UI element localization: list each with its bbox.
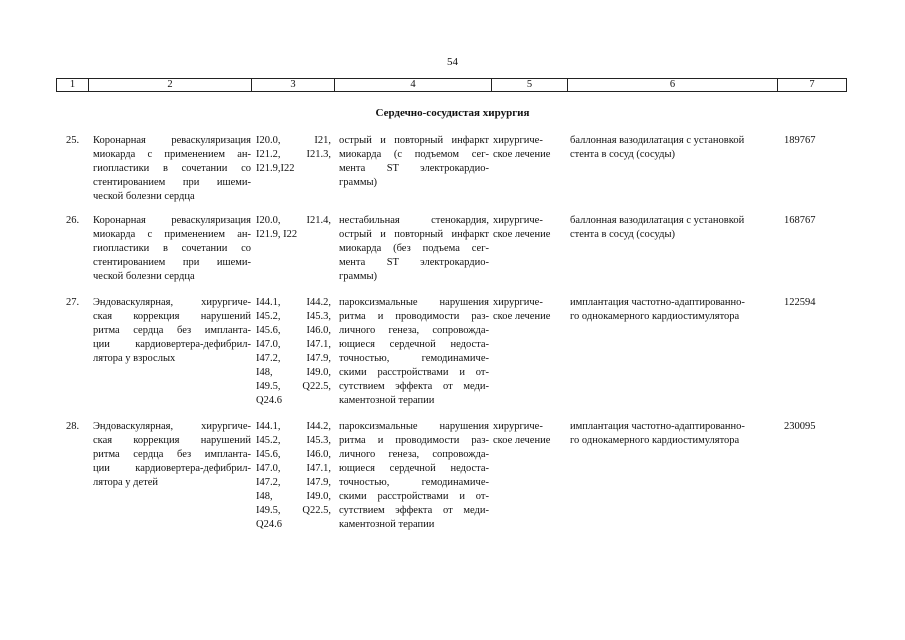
- treatment-method-line: имплантация частотно-адаптированно-: [570, 421, 745, 432]
- icd-code: I45.2,: [256, 435, 281, 446]
- icd-code-line: [256, 214, 331, 228]
- procedure-name-line: ческой болезни сердца: [93, 271, 195, 282]
- patient-model-line: нестабильная стенокардия,: [339, 215, 489, 226]
- page-number: 54: [447, 56, 458, 68]
- icd-code: I44.2,: [306, 297, 331, 308]
- treatment-type-line: ское лечение: [493, 149, 551, 160]
- icd-code-line: [256, 434, 331, 448]
- treatment-method: [570, 420, 775, 448]
- icd-code-line: [256, 420, 331, 434]
- patient-model-line: острый и повторный инфаркт: [339, 135, 489, 146]
- treatment-type: [493, 420, 565, 448]
- icd-code: I44.2,: [306, 421, 331, 432]
- icd-code: I46.0,: [306, 325, 331, 336]
- icd-code: I45.3,: [306, 311, 331, 322]
- icd-codes: [256, 214, 331, 242]
- icd-code-line: [256, 324, 331, 338]
- icd-code: I47.2,: [256, 477, 281, 488]
- patient-model-line: мента ST электрокардио-: [339, 257, 489, 268]
- patient-model-line: сутствием эффекта от меди-: [339, 381, 489, 392]
- patient-model: [339, 296, 489, 408]
- icd-code: I21.3,: [306, 149, 331, 160]
- procedure-name-line: лятора у детей: [93, 477, 159, 488]
- procedure-name-line: миокарда с применением ан-: [93, 229, 251, 240]
- column-header-4: 4: [334, 79, 491, 91]
- procedure-name-line: стентированием при ишеми-: [93, 257, 251, 268]
- icd-code: I45.2,: [256, 311, 281, 322]
- icd-code: Q22.5,: [302, 505, 331, 516]
- icd-code-line: [256, 518, 331, 532]
- column-header-2: 2: [88, 79, 251, 91]
- procedure-name-line: Эндоваскулярная, хирургиче-: [93, 421, 251, 432]
- icd-code-line: [256, 310, 331, 324]
- icd-code: I21.9, I22: [256, 229, 298, 240]
- icd-codes: [256, 296, 331, 408]
- procedure-name-line: ритма сердца без импланта-: [93, 449, 251, 460]
- patient-model-line: скими расстройствами и от-: [339, 491, 489, 502]
- icd-code: I20.0,: [256, 215, 281, 226]
- procedure-name-line: ская коррекция нарушений: [93, 435, 251, 446]
- icd-code-line: [256, 490, 331, 504]
- icd-code: I44.1,: [256, 297, 281, 308]
- icd-code: I48,: [256, 491, 273, 502]
- column-header-3: 3: [251, 79, 334, 91]
- procedure-name-line: гиопластики в сочетании со: [93, 163, 251, 174]
- icd-code-line: [256, 366, 331, 380]
- icd-code: I47.0,: [256, 463, 281, 474]
- treatment-method-line: имплантация частотно-адаптированно-: [570, 297, 745, 308]
- treatment-type-line: ское лечение: [493, 229, 551, 240]
- icd-code: I47.0,: [256, 339, 281, 350]
- treatment-method-line: стента в сосуд (сосуды): [570, 149, 676, 160]
- procedure-name-line: гиопластики в сочетании со: [93, 243, 251, 254]
- procedure-name-line: стентированием при ишеми-: [93, 177, 251, 188]
- patient-model-line: скими расстройствами и от-: [339, 367, 489, 378]
- icd-code: I47.1,: [306, 339, 331, 350]
- patient-model-line: ющиеся сердечной недоста-: [339, 339, 489, 350]
- icd-codes: [256, 420, 331, 532]
- icd-code: I45.6,: [256, 325, 281, 336]
- treatment-method-line: стента в сосуд (сосуды): [570, 229, 676, 240]
- treatment-type-line: хирургиче-: [493, 421, 543, 432]
- icd-code: Q22.5,: [302, 381, 331, 392]
- price: 189767: [784, 135, 816, 146]
- icd-code-line: [256, 296, 331, 310]
- procedure-name-line: лятора у взрослых: [93, 353, 176, 364]
- patient-model-line: точностью, гемодинамиче-: [339, 353, 489, 364]
- procedure-name: [93, 214, 251, 284]
- procedure-name-line: ская коррекция нарушений: [93, 311, 251, 322]
- treatment-type: [493, 296, 565, 324]
- treatment-type-line: хирургиче-: [493, 297, 543, 308]
- patient-model-line: острый и повторный инфаркт: [339, 229, 489, 240]
- patient-model-line: миокарда (с подъемом сег-: [339, 149, 489, 160]
- treatment-type-line: хирургиче-: [493, 215, 543, 226]
- icd-code-line: [256, 228, 331, 242]
- patient-model-line: сутствием эффекта от меди-: [339, 505, 489, 516]
- icd-code: I45.3,: [306, 435, 331, 446]
- row-number: 27.: [66, 297, 80, 308]
- procedure-name-line: ции кардиовертера-дефибрил-: [93, 339, 251, 350]
- procedure-name: [93, 134, 251, 204]
- icd-code: I46.0,: [306, 449, 331, 460]
- column-header-row: [56, 78, 847, 92]
- procedure-name-line: Эндоваскулярная, хирургиче-: [93, 297, 251, 308]
- icd-codes: [256, 134, 331, 176]
- treatment-type-line: ское лечение: [493, 311, 551, 322]
- icd-code-line: [256, 148, 331, 162]
- patient-model-line: ритма и проводимости раз-: [339, 311, 489, 322]
- price: 168767: [784, 215, 816, 226]
- icd-code-line: [256, 380, 331, 394]
- column-header-6: 6: [567, 79, 777, 91]
- icd-code: I21.4,: [306, 215, 331, 226]
- column-header-7: 7: [777, 79, 847, 91]
- icd-code-line: [256, 338, 331, 352]
- procedure-name-line: ритма сердца без импланта-: [93, 325, 251, 336]
- icd-code: I21.9,I22: [256, 163, 295, 174]
- icd-code: I45.6,: [256, 449, 281, 460]
- patient-model-line: ритма и проводимости раз-: [339, 435, 489, 446]
- icd-code-line: [256, 476, 331, 490]
- patient-model-line: личного генеза, сопровожда-: [339, 449, 489, 460]
- patient-model: [339, 420, 489, 532]
- patient-model-line: миокарда (без подъема сег-: [339, 243, 489, 254]
- icd-code: I21,: [314, 135, 331, 146]
- price: 230095: [784, 421, 816, 432]
- icd-code: I44.1,: [256, 421, 281, 432]
- icd-code-line: [256, 162, 331, 176]
- procedure-name: [93, 296, 251, 366]
- patient-model: [339, 134, 489, 190]
- procedure-name-line: ции кардиовертера-дефибрил-: [93, 463, 251, 474]
- patient-model-line: каментозной терапии: [339, 519, 435, 530]
- patient-model-line: граммы): [339, 271, 378, 282]
- section-title: Сердечно-сосудистая хирургия: [375, 107, 530, 119]
- treatment-type: [493, 134, 565, 162]
- patient-model: [339, 214, 489, 284]
- patient-model-line: граммы): [339, 177, 378, 188]
- row-number: 28.: [66, 421, 80, 432]
- icd-code: I49.5,: [256, 381, 281, 392]
- patient-model-line: пароксизмальные нарушения: [339, 421, 489, 432]
- icd-code-line: [256, 504, 331, 518]
- icd-code-line: [256, 352, 331, 366]
- treatment-method: [570, 296, 775, 324]
- column-header-5: 5: [491, 79, 567, 91]
- treatment-method-line: баллонная вазодилатация с установкой: [570, 215, 745, 226]
- treatment-method: [570, 214, 775, 242]
- procedure-name-line: ческой болезни сердца: [93, 191, 195, 202]
- treatment-method-line: баллонная вазодилатация с установкой: [570, 135, 745, 146]
- row-number: 26.: [66, 215, 80, 226]
- patient-model-line: каментозной терапии: [339, 395, 435, 406]
- treatment-method-line: го однокамерного кардиостимулятора: [570, 435, 740, 446]
- procedure-name-line: миокарда с применением ан-: [93, 149, 251, 160]
- treatment-type-line: ское лечение: [493, 435, 551, 446]
- price: 122594: [784, 297, 816, 308]
- patient-model-line: ющиеся сердечной недоста-: [339, 463, 489, 474]
- procedure-name: [93, 420, 251, 490]
- icd-code-line: [256, 448, 331, 462]
- icd-code-line: [256, 462, 331, 476]
- patient-model-line: пароксизмальные нарушения: [339, 297, 489, 308]
- icd-code: I20.0,: [256, 135, 281, 146]
- icd-code: I47.9,: [306, 477, 331, 488]
- treatment-method-line: го однокамерного кардиостимулятора: [570, 311, 740, 322]
- icd-code: Q24.6: [256, 519, 282, 530]
- procedure-name-line: Коронарная реваскуляризация: [93, 215, 251, 226]
- patient-model-line: мента ST электрокардио-: [339, 163, 489, 174]
- icd-code: I49.5,: [256, 505, 281, 516]
- treatment-type: [493, 214, 565, 242]
- icd-code: I47.2,: [256, 353, 281, 364]
- icd-code: I47.1,: [306, 463, 331, 474]
- patient-model-line: точностью, гемодинамиче-: [339, 477, 489, 488]
- procedure-name-line: Коронарная реваскуляризация: [93, 135, 251, 146]
- icd-code-line: [256, 394, 331, 408]
- icd-code: Q24.6: [256, 395, 282, 406]
- icd-code: I47.9,: [306, 353, 331, 364]
- row-number: 25.: [66, 135, 80, 146]
- treatment-type-line: хирургиче-: [493, 135, 543, 146]
- treatment-method: [570, 134, 775, 162]
- icd-code: I49.0,: [306, 367, 331, 378]
- patient-model-line: личного генеза, сопровожда-: [339, 325, 489, 336]
- icd-code: I21.2,: [256, 149, 281, 160]
- icd-code: I48,: [256, 367, 273, 378]
- column-header-1: 1: [56, 79, 88, 91]
- icd-code-line: [256, 134, 331, 148]
- icd-code: I49.0,: [306, 491, 331, 502]
